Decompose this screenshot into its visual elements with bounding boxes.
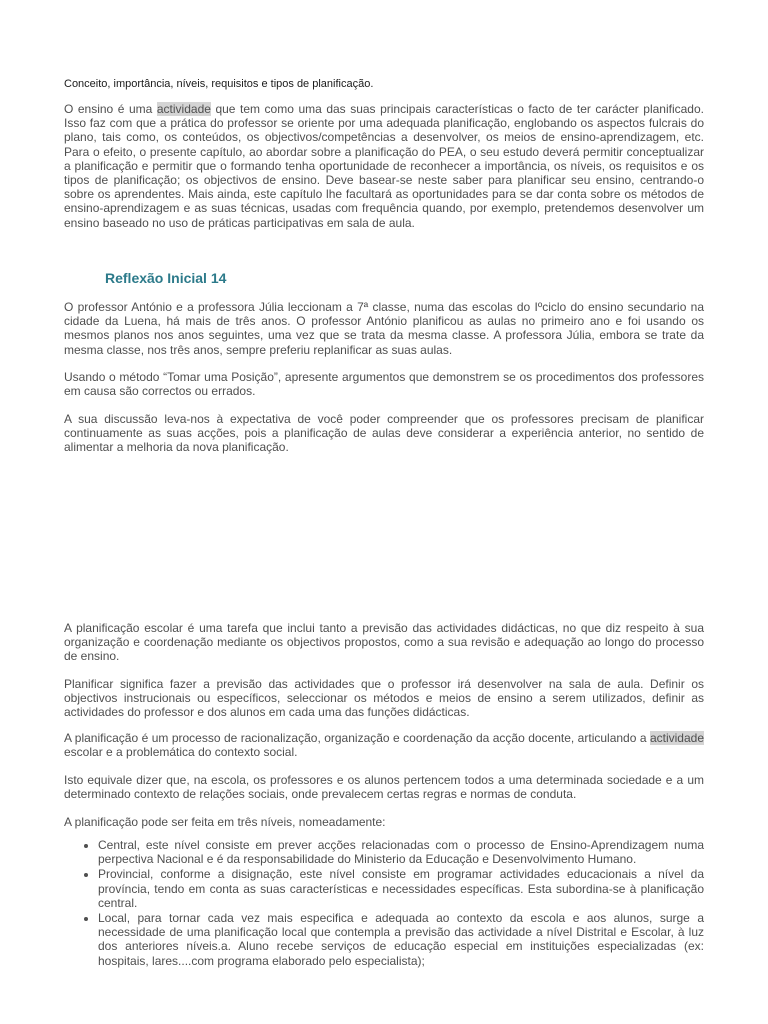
reflexao-paragraph-1: O professor António e a professora Júlia leccionam a 7ª classe, numa das escolas do Iºciclo do ensino secundario na cidade da Luena, há mais de três anos. O professor António planificou as aulas no primeiro ano e foi usando os mesmos planos nos anos seguintes, uma vez que se trata da mesma classe. A professora Júlia, embora se trate da mesma classe, nos três anos, sempre preferiu replanificar as suas aulas. <box>64 300 704 357</box>
body-paragraph-4: Isto equivale dizer que, na escola, os professores e os alunos pertencem todos a uma determinada sociedade e a um determinado contexto de relações sociais, onde prevalecem certas regras e normas de conduta. <box>64 773 704 802</box>
body-paragraph-3 <box>64 731 704 759</box>
intro-paragraph <box>64 102 704 230</box>
list-item: • Provincial, conforme a disignação, este nível consiste em programar actividades educacionais a nível da província, tendo em conta as suas características e necessidades específicas. Esta subordina-se à planificação central. <box>98 867 704 910</box>
intro-text-start: O ensino é uma <box>64 102 157 116</box>
body-p3-text-rest: escolar e a problemática do contexto social. <box>64 745 298 760</box>
intro-text-rest: que tem como uma das suas principais características o facto de ter carácter planificado. Isso faz com que a prática do professor se oriente por uma adequada planificação, englobando os aspectos fulcrais do plano, tais como, os conteúdos, os objectivos/competências a desenvolver, os meios de ensino-aprendizagem, etc. Para o efeito, o presente capítulo, ao abordar sobre a planificação do PEA, o seu estudo deverá permitir conceptualizar a planificação e permitir que o formando tenha oportunidade de reconhecer a importância, os níveis, os requisitos e os tipos de planificação; os objectivos de ensino. Deve basear-se neste saber para planificar seu ensino, centrando-o sobre os aprendentes. Mais ainda, este capítulo lhe facultará as oportunidades para se dar conta sobre os métodos de ensino-aprendizagem e as suas técnicas, usadas com frequência quando, por exemplo, pretendemos desenvolver um ensino baseado no uso de práticas participativas em sala de aula. <box>64 102 704 230</box>
reflexao-paragraph-3: A sua discussão leva-nos à expectativa de você poder compreender que os professores precisam de planificar continuamente as suas acções, pois a planificação de aulas deve considerar a experiência anterior, no sentido de alimentar a melhoria da nova planificação. <box>64 412 704 455</box>
list-item: • Local, para tornar cada vez mais especifica e adequada ao contexto da escola e aos alunos, surge a necessidade de uma planificação local que contempla a previsão das actividade a nível Distrital e Escolar, à luz dos anteriores níveis.a. Aluno recebe serviços de educação especial em instituições especializadas (ex: hospitais, lares....com programa elaborado pelo especialista); <box>98 911 704 968</box>
body-paragraph-5: A planificação pode ser feita em três níveis, nomeadamente: <box>64 815 386 829</box>
list-item: • Central, este nível consiste em prever acções relacionadas com o processo de Ensino-Aprendizagem numa perpectiva Nacional e é da responsabilidade do Ministerio da Educação e Desenvolvimento Humano. <box>98 838 704 866</box>
body-paragraph-1: A planificação escolar é uma tarefa que inclui tanto a previsão das actividades didácticas, no que diz respeito à sua organização e coordenação mediante os objectivos propostos, como a sua revisão e adequação ao longo do processo de ensino. <box>64 621 704 664</box>
reflexao-paragraph-2: Usando o método “Tomar uma Posição”, apresente argumentos que demonstrem se os procedimentos dos professores em causa são correctos ou errados. <box>64 370 704 399</box>
highlighted-term: actividade <box>156 102 211 116</box>
highlighted-term: actividade <box>649 731 704 745</box>
reflexao-title: Reflexão Inicial 14 <box>105 270 227 286</box>
section-heading: Conceito, importância, níveis, requisitos e tipos de planificação. <box>64 78 374 90</box>
body-p3-text-start: A planificação é um processo de racionalização, organização e coordenação da acção docente, articulando a <box>64 731 650 745</box>
body-paragraph-2: Planificar significa fazer a previsão das actividades que o professor irá desenvolver na sala de aula. Definir os objectivos instrucionais ou específicos, seleccionar os métodos e meios de ensino a serem utilizados, definir as actividades do professor e dos alunos em cada uma das funções didácticas. <box>64 677 704 720</box>
planning-levels-list <box>64 838 704 969</box>
